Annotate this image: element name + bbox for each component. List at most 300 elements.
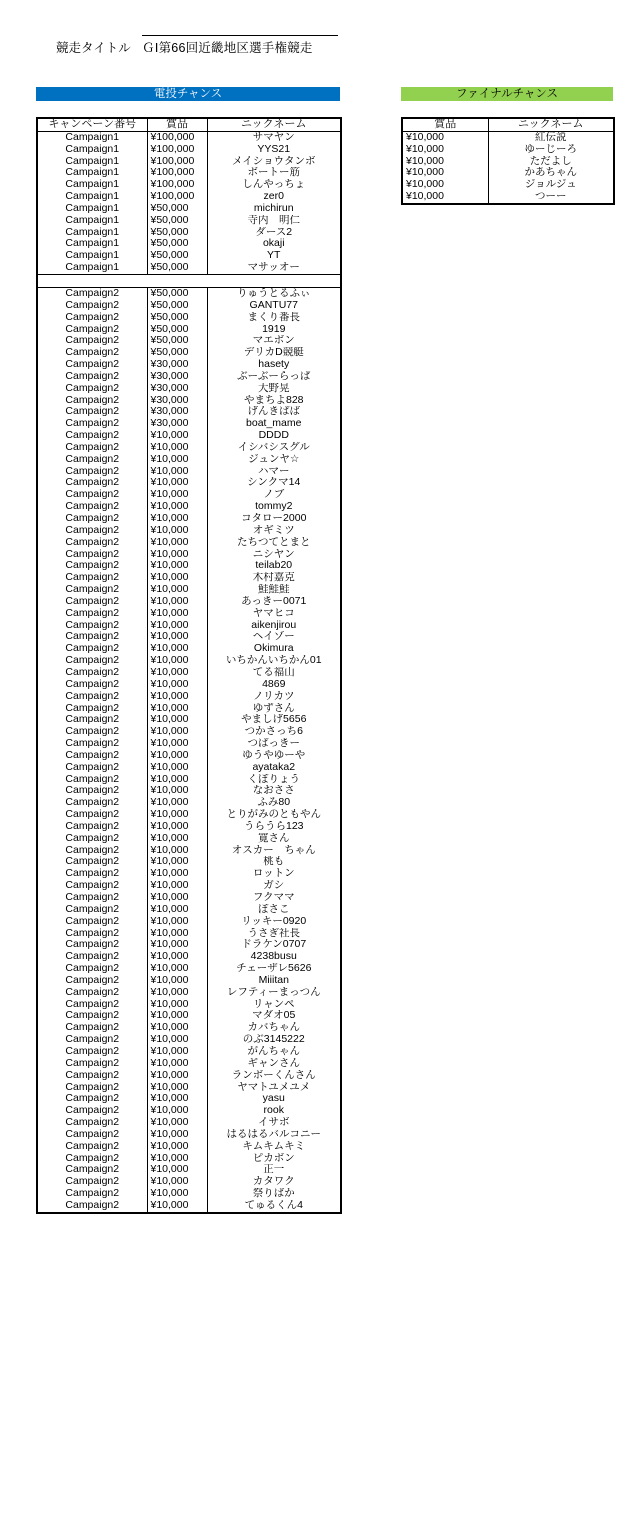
table-row [37,1129,341,1141]
prize-cell: ¥10,000 [147,584,207,596]
table-row [37,750,341,762]
nickname-cell: 1919 [207,324,341,336]
header-prize: 賞品 [402,118,488,131]
campaign-cell: Campaign2 [65,323,120,335]
prize-cell: ¥10,000 [406,179,444,191]
table-row [37,1105,341,1117]
nickname-cell: うさぎ社長 [207,928,341,940]
nickname-cell: ガシ [207,880,341,892]
nickname-cell: ぶーぶーらっぱ [207,371,341,383]
campaign-cell: Campaign2 [65,986,120,998]
prize-cell: ¥10,000 [147,1200,207,1213]
prize-cell: ¥10,000 [147,714,207,726]
header-row [402,118,614,131]
campaign-cell: Campaign2 [65,453,120,465]
table-row [37,347,341,359]
prize-cell: ¥50,000 [147,250,207,262]
table-row [37,1164,341,1176]
campaign-cell: Campaign2 [65,441,120,453]
nickname-cell: 寛さん [207,833,341,845]
table-row [37,442,341,454]
prize-cell: ¥10,000 [147,939,207,951]
nickname-cell: ヤマヒコ [207,608,341,620]
prize-cell: ¥10,000 [147,1046,207,1058]
nickname-cell: ノリカツ [207,691,341,703]
table-row [37,679,341,691]
table-row [37,312,341,324]
nickname-cell: イサボ [207,1117,341,1129]
prize-cell: ¥10,000 [147,738,207,750]
table-row [37,596,341,608]
campaign-cell: Campaign2 [65,892,120,903]
nickname-cell: ぼさこ [207,904,341,916]
nickname-cell: つーー [488,191,614,204]
table-row [37,572,341,584]
table-row [37,383,341,395]
nickname-cell: シンクマ14 [207,477,341,489]
prize-cell: ¥10,000 [147,643,207,655]
nickname-cell: ノブ [207,489,341,501]
campaign-cell: Campaign2 [65,1022,120,1034]
table-row [37,762,341,774]
main-winners-table [36,117,342,1214]
campaign-cell: Campaign2 [65,430,120,442]
campaign-cell: Campaign2 [65,998,120,1010]
race-title-label: 競走タイトル [56,41,131,55]
prize-cell: ¥10,000 [147,868,207,880]
prize-cell: ¥10,000 [147,679,207,691]
campaign-cell: Campaign2 [65,548,120,560]
nickname-cell: tommy2 [207,501,341,513]
table-row [402,131,614,143]
nickname-cell: ハマー [207,466,341,478]
prize-cell: ¥10,000 [147,1129,207,1141]
nickname-cell: レフティーまっつん [207,987,341,999]
prize-cell: ¥10,000 [406,167,444,179]
prize-cell: ¥10,000 [147,916,207,928]
nickname-cell: ゆずさん [207,703,341,715]
campaign-cell: Campaign2 [65,477,120,489]
table-row [37,928,341,940]
nickname-cell: げんきばば [207,406,341,418]
nickname-cell: リッキー0920 [207,916,341,928]
campaign-cell: Campaign2 [65,524,120,536]
nickname-cell: てゅるくん4 [207,1200,341,1213]
table-row [37,300,341,312]
table-row [37,1141,341,1153]
prize-cell: ¥10,000 [147,655,207,667]
nickname-cell: michirun [207,203,341,215]
prize-cell: ¥100,000 [147,156,207,168]
campaign-cell: Campaign2 [65,974,120,986]
prize-cell: ¥10,000 [147,525,207,537]
nickname-cell: がんちゃん [207,1046,341,1058]
campaign-cell: Campaign1 [65,191,120,203]
campaign-cell: Campaign2 [65,1117,120,1129]
prize-cell: ¥10,000 [147,560,207,572]
table-row [37,821,341,833]
header-nickname: ニックネーム [207,118,341,131]
table-row [37,939,341,951]
nickname-cell: 寺内 明仁 [207,215,341,227]
campaign-cell: Campaign2 [65,1152,120,1164]
nickname-cell: マダオ05 [207,1010,341,1022]
campaign-cell: Campaign2 [65,1105,120,1117]
prize-cell: ¥50,000 [147,203,207,215]
table-row [37,667,341,679]
nickname-cell: YYS21 [207,144,341,156]
campaign-cell: Campaign2 [65,394,120,406]
campaign-cell: Campaign2 [65,927,120,939]
table-row [37,631,341,643]
prize-cell: ¥10,000 [147,442,207,454]
prize-cell: ¥50,000 [147,238,207,250]
prize-cell: ¥10,000 [406,143,444,155]
table-row [37,975,341,987]
prize-cell: ¥50,000 [147,215,207,227]
prize-cell: ¥10,000 [147,1164,207,1176]
campaign-cell: Campaign2 [65,1093,120,1105]
prize-cell: ¥10,000 [147,880,207,892]
prize-cell: ¥10,000 [147,572,207,584]
campaign-cell: Campaign2 [65,489,120,501]
prize-cell: ¥10,000 [147,667,207,679]
final-winners-table [401,117,615,205]
campaign-cell: Campaign2 [65,418,120,430]
campaign-cell: Campaign2 [65,963,120,975]
campaign-cell: Campaign2 [65,951,120,963]
campaign-cell: Campaign2 [65,370,120,382]
table-row [37,537,341,549]
prize-cell: ¥10,000 [147,1117,207,1129]
table-row [37,371,341,383]
campaign-cell: Campaign1 [65,167,120,179]
table-row [37,131,341,143]
table-row [37,359,341,371]
table-row [37,797,341,809]
prize-cell: ¥10,000 [147,999,207,1011]
campaign-cell: Campaign1 [65,179,120,191]
nickname-cell: 桃も [207,856,341,868]
table-row [37,785,341,797]
header-campaign: キャンペーン番号 [37,118,147,131]
nickname-cell: ゆうやゆーや [207,750,341,762]
table-row [37,1153,341,1165]
nickname-cell: フクママ [207,892,341,904]
campaign-cell: Campaign2 [65,1128,120,1140]
table-row [37,584,341,596]
table-row [37,1188,341,1200]
nickname-cell: 4869 [207,679,341,691]
campaign-cell: Campaign2 [65,572,120,584]
table-row [37,179,341,191]
campaign-cell: Campaign2 [65,844,120,856]
table-row [37,1070,341,1082]
table-row [37,1010,341,1022]
main-section-banner: 電投チャンス [36,87,340,101]
table-row [37,868,341,880]
table-row [37,1034,341,1046]
nickname-cell: ayataka2 [207,762,341,774]
prize-cell: ¥10,000 [147,762,207,774]
prize-cell: ¥10,000 [147,513,207,525]
table-row [37,560,341,572]
prize-cell: ¥10,000 [147,703,207,715]
prize-cell: ¥10,000 [147,1034,207,1046]
table-row [37,892,341,904]
prize-cell: ¥30,000 [147,371,207,383]
nickname-cell: ジュンヤ☆ [207,454,341,466]
table-row [37,227,341,239]
nickname-cell: うらうら123 [207,821,341,833]
nickname-cell: リャンペ [207,999,341,1011]
table-row [37,156,341,168]
table-row [37,454,341,466]
table-row [37,845,341,857]
prize-cell: ¥10,000 [147,975,207,987]
prize-cell: ¥10,000 [147,1070,207,1082]
campaign-cell: Campaign2 [65,738,120,750]
campaign-cell: Campaign2 [65,702,120,714]
prize-cell: ¥50,000 [147,324,207,336]
campaign-cell: Campaign2 [65,785,120,797]
campaign-cell: Campaign2 [65,939,120,951]
prize-cell: ¥100,000 [147,144,207,156]
table-row [37,262,341,274]
table-row [402,191,614,204]
nickname-cell: 祭りばか [207,1188,341,1200]
campaign-cell: Campaign2 [65,820,120,832]
final-section-banner: ファイナルチャンス [401,87,613,101]
table-row [37,703,341,715]
nickname-cell: ジョルジュ [488,179,614,191]
prize-cell: ¥10,000 [147,466,207,478]
campaign-cell: Campaign2 [65,347,120,359]
campaign-cell: Campaign2 [65,903,120,915]
prize-cell: ¥30,000 [147,418,207,430]
nickname-cell: コタロー2000 [207,513,341,525]
prize-cell: ¥30,000 [147,359,207,371]
prize-cell: ¥10,000 [147,774,207,786]
nickname-cell: ただよし [488,156,614,168]
prize-cell: ¥10,000 [147,596,207,608]
nickname-cell: boat_mame [207,418,341,430]
prize-cell: ¥10,000 [147,1153,207,1165]
prize-cell: ¥10,000 [147,833,207,845]
campaign-cell: Campaign2 [65,287,120,299]
campaign-cell: Campaign1 [65,250,120,262]
nickname-cell: マサッオー [207,262,341,274]
campaign-cell: Campaign2 [65,1140,120,1152]
prize-cell: ¥10,000 [147,477,207,489]
campaign-cell: Campaign2 [65,1164,120,1176]
campaign-cell: Campaign2 [65,631,120,643]
nickname-cell: いちかんいちかん01 [207,655,341,667]
prize-cell: ¥10,000 [147,454,207,466]
campaign-cell: Campaign2 [65,678,120,690]
nickname-cell: ドラケン0707 [207,939,341,951]
table-row [37,406,341,418]
header-row [37,118,341,131]
nickname-cell: サマヤン [207,131,341,143]
nickname-cell: YT [207,250,341,262]
campaign-cell: Campaign2 [65,513,120,524]
nickname-cell: チェーザレ5626 [207,963,341,975]
campaign-cell: Campaign1 [65,238,120,250]
prize-cell: ¥50,000 [147,287,207,299]
nickname-cell: DDDD [207,430,341,442]
nickname-cell: ランボーくんさん [207,1070,341,1082]
prize-cell: ¥30,000 [147,406,207,418]
campaign-cell: Campaign1 [65,143,120,155]
nickname-cell: やましげ5656 [207,714,341,726]
table-row [37,324,341,336]
nickname-cell: つばっきー [207,738,341,750]
campaign-cell: Campaign2 [65,595,120,607]
campaign-cell: Campaign1 [65,155,120,167]
campaign-cell: Campaign2 [65,501,120,513]
table-row [37,1022,341,1034]
nickname-cell: GANTU77 [207,300,341,312]
nickname-cell: まくり番長 [207,312,341,324]
prize-cell: ¥10,000 [147,631,207,643]
table-row [37,774,341,786]
table-row [402,144,614,156]
table-row [37,738,341,750]
prize-cell: ¥10,000 [147,726,207,738]
campaign-cell: Campaign2 [65,584,120,596]
nickname-cell: カタワク [207,1176,341,1188]
nickname-cell: ゆーじーろ [488,144,614,156]
campaign-cell: Campaign1 [65,202,120,214]
nickname-cell: ヤマトユメユメ [207,1082,341,1094]
campaign-cell: Campaign1 [65,131,120,143]
table-row [37,726,341,738]
table-row [37,418,341,430]
campaign-cell: Campaign2 [65,773,120,785]
nickname-cell: かあちゃん [488,167,614,179]
table-row [37,489,341,501]
table-row [37,963,341,975]
table-row [37,620,341,632]
campaign-cell: Campaign2 [65,619,120,631]
table-row [37,880,341,892]
campaign-cell: Campaign2 [65,299,120,311]
table-row [37,513,341,525]
prize-cell: ¥10,000 [147,1022,207,1034]
campaign-cell: Campaign2 [65,1010,120,1022]
nickname-cell: ふみ80 [207,797,341,809]
prize-cell: ¥10,000 [147,797,207,809]
prize-cell: ¥30,000 [147,383,207,395]
table-row [37,335,341,347]
table-row [37,1200,341,1213]
campaign-cell: Campaign2 [65,382,120,394]
table-row [37,477,341,489]
table-row [37,167,341,179]
table-row [37,916,341,928]
nickname-cell: aikenjirou [207,620,341,632]
campaign-cell: Campaign2 [65,1057,120,1069]
prize-cell: ¥10,000 [147,430,207,442]
campaign-cell: Campaign2 [65,797,120,809]
campaign-cell: Campaign1 [65,214,120,226]
campaign-cell: Campaign2 [65,643,120,655]
campaign-cell: Campaign2 [65,655,120,667]
nickname-cell: オギミツ [207,525,341,537]
campaign-cell: Campaign2 [65,690,120,702]
nickname-cell: ボートー筋 [207,167,341,179]
table-row [37,215,341,227]
campaign-cell: Campaign2 [65,1176,120,1188]
prize-cell: ¥50,000 [147,262,207,274]
nickname-cell: rook [207,1105,341,1117]
prize-cell: ¥10,000 [147,892,207,904]
table-row [37,691,341,703]
prize-cell: ¥50,000 [147,312,207,324]
prize-cell: ¥100,000 [147,179,207,191]
table-row [37,951,341,963]
table-row [37,1117,341,1129]
campaign-cell: Campaign2 [65,359,120,371]
nickname-cell: のぶ3145222 [207,1034,341,1046]
campaign-cell: Campaign2 [65,832,120,844]
nickname-cell: デリカD競艇 [207,347,341,359]
campaign-cell: Campaign2 [65,726,120,738]
table-row [37,856,341,868]
nickname-cell: マエボン [207,335,341,347]
prize-cell: ¥100,000 [147,191,207,203]
table-row [37,466,341,478]
prize-cell: ¥10,000 [147,750,207,762]
nickname-cell: 4238busu [207,951,341,963]
prize-cell: ¥10,000 [147,987,207,999]
nickname-cell: okaji [207,238,341,250]
table-row [37,1176,341,1188]
nickname-cell: ピカボン [207,1153,341,1165]
campaign-cell: Campaign2 [65,666,120,678]
table-row [402,156,614,168]
table-row [402,179,614,191]
table-row [37,430,341,442]
group-separator [37,274,341,287]
campaign-cell: Campaign2 [65,465,120,477]
table-row [37,144,341,156]
nickname-cell: ヘイゾー [207,631,341,643]
nickname-cell: りゅうとるふぃ [207,287,341,299]
table-row [37,549,341,561]
prize-cell: ¥100,000 [147,167,207,179]
campaign-cell: Campaign2 [65,1188,120,1200]
prize-cell: ¥10,000 [147,691,207,703]
campaign-cell: Campaign2 [65,868,120,880]
prize-cell: ¥10,000 [147,845,207,857]
prize-cell: ¥10,000 [147,785,207,797]
prize-cell: ¥10,000 [406,131,444,143]
prize-cell: ¥10,000 [147,608,207,620]
prize-cell: ¥50,000 [147,300,207,312]
campaign-cell: Campaign2 [65,607,120,619]
campaign-cell: Campaign1 [65,262,120,274]
prize-cell: ¥10,000 [147,549,207,561]
prize-cell: ¥10,000 [147,537,207,549]
table-row [37,1046,341,1058]
table-row [37,1082,341,1094]
nickname-cell: teilab20 [207,560,341,572]
prize-cell: ¥10,000 [147,963,207,975]
prize-cell: ¥50,000 [147,335,207,347]
prize-cell: ¥10,000 [147,928,207,940]
